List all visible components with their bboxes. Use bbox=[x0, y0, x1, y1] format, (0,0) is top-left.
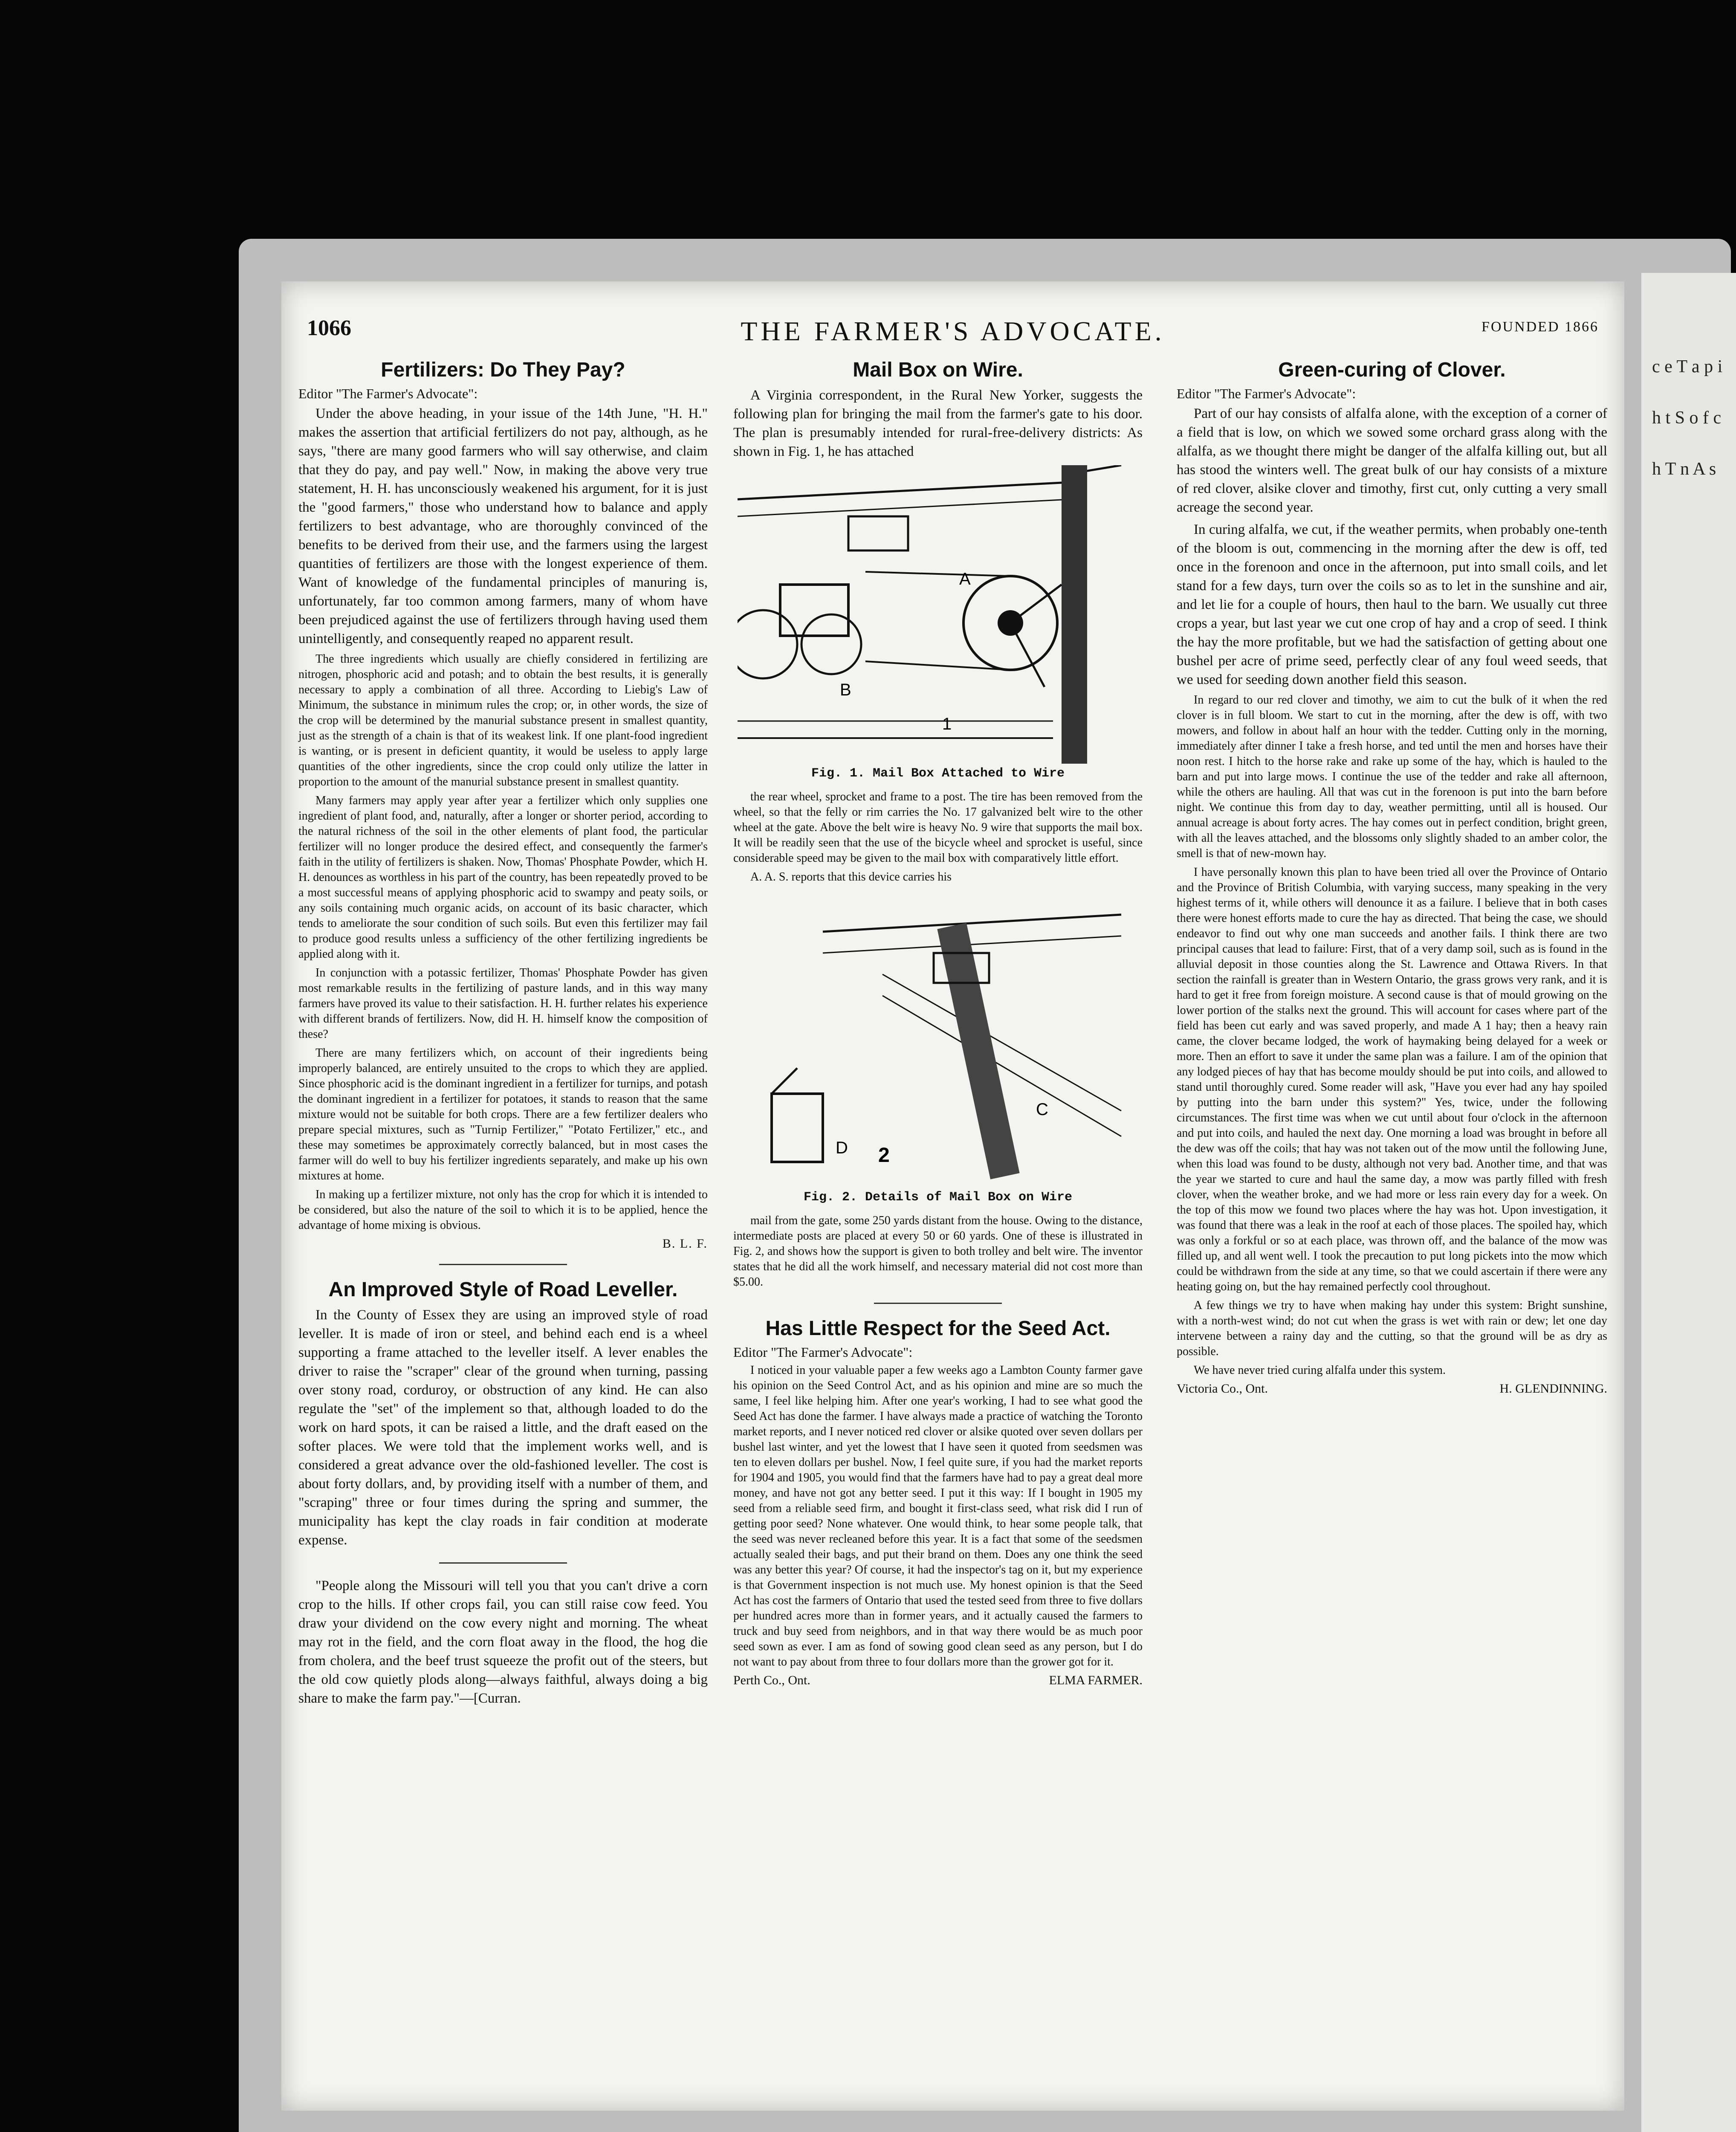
page-header bbox=[307, 316, 1599, 350]
figure-1-caption: Fig. 1. Mail Box Attached to Wire bbox=[811, 766, 1065, 781]
divider bbox=[874, 1303, 1002, 1304]
paragraph: There are many fertilizers which, on account of their ingredients being improperly balanced, are entirely unsuited to the crops to which they are applied. Since phosphoric acid is the dominant ingredient in a fertilizer for turnips, and potash the dominant ingredient in a fertilizer for potatoes, it stands to reason that the same mixture would not be suitable for both crops. There are a few fertilizer dealers who prepare special mixtures, such as "Turnip Fertilizer," "Potato Fertilizer," etc., and these may sometimes be approximately correctly balanced, but in most cases the farmer will do well to buy his fertilizer ingredients separately, and make up his own mixtures at home. bbox=[298, 1046, 708, 1182]
fig2-label-d: D bbox=[836, 1138, 848, 1157]
paragraph: We have never tried curing alfalfa under this system. bbox=[1194, 1364, 1446, 1377]
paragraph: In conjunction with a potassic fertilizer, Thomas' Phosphate Powder has given most remarkable results in the fertilizing of pasture lands, and in this way many farmers have proved its value to their satisfaction. H. H. further relates his experience with different brands of fertilizers. Now, did H. H. himself know the composition of these? bbox=[298, 966, 708, 1041]
fig1-label-1: 1 bbox=[942, 715, 952, 733]
editor-salutation: Editor "The Farmer's Advocate": bbox=[298, 386, 478, 401]
signature-row bbox=[733, 1673, 1143, 1688]
signature: ELMA FARMER. bbox=[1049, 1673, 1143, 1687]
paragraph: In regard to our red clover and timothy, we aim to cut the bulk of it when the red clover is in full bloom. We start to cut in the morning, after the dew is off, with two mowers, and follow in about half an hour with the tedder. Cutting only in the morning, immediately after dinner I take a fresh horse, and ted until the men and horses have their noon rest. I hitch to the horse rake and rake up some of the hay, which is hauled to the barn and put into large mows. I continue the use of the tedder and rake all afternoon, while the others are hauling. All that was cut in the forenoon is put into the barn before night. We continue this from day to day, weather permitting, until all is housed. Our annual acreage is about forty acres. The hay comes out in perfect condition, bright green, with all the leaves attached, and the blossoms only slightly shaded to an amber color, the smell is that of new-mown hay. bbox=[1177, 693, 1607, 860]
column-right bbox=[1177, 358, 1607, 1396]
paragraph: Many farmers may apply year after year a fertilizer which only supplies one ingredient of plant food, and, naturally, after a longer or shorter period, according to the natural richness of the soil in the other elements of plant food, the particular fertilizer will no longer produce the desired effect, and consequently the farmer's faith in the utility of fertilizers is shaken. Now, Thomas' Phosphate Powder, which H. H. denounces as worthless in his part of the country, has been repeatedly proved to be a most successful means of applying phosphoric acid to swampy and peaty soils, or any soils containing much organic acids, on account of its basic character, which tends to ameliorate the sour condition of such soils. But even this fertilizer may fail to produce good results unless a sufficiency of the other fertilizing ingredients be applied along with it. bbox=[298, 794, 708, 961]
adjacent-page-text: c e T a p i h t S o f c h T n A s bbox=[1652, 357, 1723, 479]
paragraph: the rear wheel, sprocket and frame to a post. The tire has been removed from the wheel, so that the felly or rim carries the No. 17 galvanized belt wire to the other wheel at the gate. Above the belt wire is heavy No. 9 wire that supports the mail box. It will be readily seen that the use of the bicycle wheel and sprocket is useful, since considerable speed may be given to the mail box with comparatively little effort. bbox=[733, 790, 1143, 865]
article-title-mail-box: Mail Box on Wire. bbox=[853, 359, 1023, 381]
page-number: 1066 bbox=[307, 316, 351, 340]
paragraph: The three ingredients which usually are chiefly considered in fertilizing are nitrogen, phosphoric acid and potash; and to obtain the best results, it is generally necessary to apply a combination of all three. According to Liebig's Law of Minimum, the substance in minimum rules the crop; or, in other words, the size of the crop will be determined by the manurial substance present in smallest quantity, just as the strength of a chain is that of its weakest link. If one plant-food ingredient is wanting, or is present in deficient quantity, it would be useless to apply large quantities of the other ingredients, since the crop could only utilize the latter in proportion to the amount of the manurial substance present in smallest quantity. bbox=[298, 652, 708, 788]
paragraph: I have personally known this plan to have been tried all over the Province of Ontario and the Province of British Columbia, with varying success, many speaking in the very highest terms of it, while others will denounce it as a failure. I believe that in both cases there were honest efforts made to cure the hay as directed. That being the case, we should endeavor to find out why one man succeeds and another fails. I think there are two principal causes that lead to failure: First, that of a very damp soil, such as is found in the alluvial deposit in those counties along the St. Lawrence and Ottawa Rivers. In that section the rainfall is greater than in Western Ontario, the grass grows very rank, and it is hard to get it free from foreign moisture. A second cause is that of mould growing on the lower portion of the stalks next the ground. This will account for cases where part of the field has been cut early and was saved properly, and made A 1 hay; then a heavy rain came, the clover became lodged, the work of haymaking being delayed for a week or more. Then an effort to save it under the same plan was a failure. I am of the opinion that any lodged pieces of hay that has become mouldy should be put into coils, and allowed to stand until thoroughly cured. Some reader will ask, "Have you ever had any hay spoiled by putting into the barn under this system?" Yes, twice, under the following circumstances. The first time was when we cut until about four o'clock in the afternoon and put into coils, and hauled the next day. One morning a load was brought in before all the dew was off the coils; that hay was not taken out of the mow until the following June, when this load was found to be dusty, although not very bad. Another time, and that was the year we started to cure and haul the same day, a mow was partly filled with fresh clover, when the weather broke, and we had more or less rain every day for a week. On the top of this mow we found two places where the hay was hot. Upon investigation, it was found that there was a leak in the roof at each of those places. The spoiled hay, which was only a forkful or so at each place, was thrown off, and the balance of the mow was filled up, and all went well. I took the precaution to put long pickets into the mow which could be withdrawn from the side at any time, so that we could ascertain if there were any heating going on, but the hay remained perfectly cool throughout. bbox=[1177, 866, 1607, 1293]
signature: H. GLENDINNING. bbox=[1499, 1382, 1607, 1396]
place: Victoria Co., Ont. bbox=[1177, 1382, 1268, 1396]
paragraph: mail from the gate, some 250 yards distant from the house. Owing to the distance, intermediate posts are placed at every 50 or 60 yards. One of these is illustrated in Fig. 2, and shows how the support is given to both trolley and belt wire. The inventor states that he did all the work himself, and necessary material did not cost more than $5.00. bbox=[733, 1214, 1143, 1289]
paragraph: A few things we try to have when making hay under this system: Bright sunshine, with a north-west wind; do not cut when the grass is wet with rain or dew; let one day intervene between a rainy day and the cutting, so that the ground will be as dry as possible. bbox=[1177, 1299, 1607, 1358]
column-left bbox=[298, 358, 708, 1711]
paragraph: In the County of Essex they are using an improved style of road leveller. It is made of iron or steel, and behind each end is a wheel supporting a frame attached to the leveller itself. A lever enables the driver to raise the "scraper" clear of the ground when turning, passing over stony road, corduroy, or obstruction of any kind. He can also regulate the "set" of the implement so that, although loaded to do the work on hard spots, it can be raised a little, and the draft eased on the softer places. We were told that the implement works well, and is considered a great advance over the old-fashioned leveller. The cost is about forty dollars, and, by providing itself with a number of them, and "scraping" three or four times during the spring and summer, the municipality has kept the clay roads in fair condition at moderate expense. bbox=[298, 1307, 708, 1548]
editor-salutation: Editor "The Farmer's Advocate": bbox=[1177, 386, 1356, 401]
paragraph: Part of our hay consists of alfalfa alone, with the exception of a corner of a field that is low, on which we sowed some orchard grass along with the alfalfa, as we thought there might be danger of the alfalfa killing out, but all has stood the winters well. The great bulk of our hay consists of a mixture of red clover, alsike clover and timothy, first cut, only cutting a very small acreage the second year. bbox=[1177, 406, 1607, 515]
place: Perth Co., Ont. bbox=[733, 1673, 810, 1687]
paragraph: Under the above heading, in your issue of the 14th June, "H. H." makes the assertion that artificial fertilizers do not pay, although, as he says, "there are many good farmers who will say otherwise, and claim that they do pay, and pay well." Now, in making the above very true statement, H. H. has unconsciously weakened his argument, for it is just the "good farmers," those who understand how to balance and apply fertilizers to best advantage, who are thoroughly convinced of the benefits to be derived from their use, and the farmers using the largest quantities of fertilizers are those with the longest experience of them. Want of knowledge of the fundamental principles of manuring is, unfortunately, far too common among farmers, many of whom have been prejudiced against the use of fertilizers through having used them unintelligently, and consequently reaped no apparent result. bbox=[298, 406, 708, 646]
paragraph: A Virginia correspondent, in the Rural New Yorker, suggests the following plan for bringing the mail from the farmer's gate to his door. The plan is presumably intended for rural-free-delivery districts: As shown in Fig. 1, he has attached bbox=[733, 388, 1143, 459]
figure-2-caption: Fig. 2. Details of Mail Box on Wire bbox=[803, 1190, 1073, 1205]
divider bbox=[439, 1264, 567, 1265]
signature: B. L. F. bbox=[662, 1237, 708, 1251]
article-title-green-curing: Green-curing of Clover. bbox=[1278, 359, 1506, 381]
fig1-label-a: A bbox=[959, 570, 971, 588]
signature-row bbox=[1177, 1382, 1607, 1396]
quote-paragraph: "People along the Missouri will tell you that you can't drive a corn crop to the hills. If other crops fail, you can still raise cow feed. You draw your dividend on the cow every night and morning. The wheat may rot in the field, and the corn float away in the flood, the hog die from cholera, and the beef trust squeeze the profit out of the steers, but the old cow quietly plods along—always faithful, always doing a big share to make the farm pay."—[Curran. bbox=[298, 1578, 708, 1706]
article-title-road-leveller: An Improved Style of Road Leveller. bbox=[328, 1278, 678, 1301]
article-title-fertilizers: Fertilizers: Do They Pay? bbox=[381, 359, 625, 381]
fig2-label-c: C bbox=[1036, 1100, 1048, 1119]
paragraph: A. A. S. reports that this device carries his bbox=[750, 870, 952, 884]
figure-1-illustration bbox=[738, 465, 1138, 764]
masthead: THE FARMER'S ADVOCATE. bbox=[741, 316, 1165, 346]
fig1-label-b: B bbox=[840, 681, 851, 699]
editor-salutation: Editor "The Farmer's Advocate": bbox=[733, 1344, 913, 1360]
article-title-seed-act: Has Little Respect for the Seed Act. bbox=[765, 1317, 1111, 1340]
divider bbox=[439, 1562, 567, 1564]
newspaper-page bbox=[281, 281, 1624, 2111]
founded-note: FOUNDED 1866 bbox=[1481, 319, 1599, 335]
paragraph: In curing alfalfa, we cut, if the weather permits, when probably one-tenth of the bloom is out, commencing in the morning after the dew is off, ted once in the forenoon and once in the afternoon, put into small coils, and let stand for a few days, turn over the coils so as to let in the sunshine and air, and let lie for a couple of hours, then haul to the barn. We usually cut three crops a year, but last year we cut one crop of hay and a crop of seed. I think the hay the more profitable, but we had the satisfaction of getting about one bushel per acre of prime seed, perfectly clear of any foul weed seeds, that we used for seeding down another field this season. bbox=[1177, 522, 1607, 687]
column-middle bbox=[733, 358, 1143, 1688]
adjacent-page-strip bbox=[1641, 273, 1736, 2132]
paragraph: I noticed in your valuable paper a few weeks ago a Lambton County farmer gave his opinion on the Seed Control Act, and as his opinion and mine are so much the same, I feel like helping him. After one year's working, I had to see what good the Seed Act has done the farmer. I have always made a practice of watching the Toronto market reports, and I never noticed red clover or alsike quoted over seven dollars per bushel last winter, and yet the lowest that I have seen it quoted from seedsmen was ten to eleven dollars per bushel. Now, I feel quite sure, if you had the market reports for 1904 and 1905, you would find that the farmers have had to pay a great deal more money, and have not got any better seed. I put it this way: If I bought in 1905 my seed from a reliable seed firm, and bought it first-class seed, what risk did I run of getting poor seed? None whatever. One would think, to hear some people talk, that the seed was never recleaned before this year. It is a fact that some of the seedsmen actually sealed their bags, and put their brand on them. Does any one think the seed was any better this year? Of course, it had the inspector's tag on it, but my experience is that Government inspection is not much use. My honest opinion is that the Seed Act has cost the farmers of Ontario that used the tested seed from three to five dollars per hundred acres more than in former years, and it actually caused the farmers to truck and buy seed from neighbors, and in that way there would be as much poor seed sown as ever. I am as fond of sowing good clean seed as any person, but I do not want to pay about from three to four dollars more than the grower got for it. bbox=[733, 1364, 1143, 1669]
paragraph: In making up a fertilizer mixture, not only has the crop for which it is intended to be considered, but also the nature of the soil to which it is to be applied, hence the advantage of home mixing is obvious. bbox=[298, 1188, 708, 1232]
figure-2-illustration bbox=[738, 889, 1138, 1188]
fig2-label-2: 2 bbox=[878, 1144, 890, 1167]
